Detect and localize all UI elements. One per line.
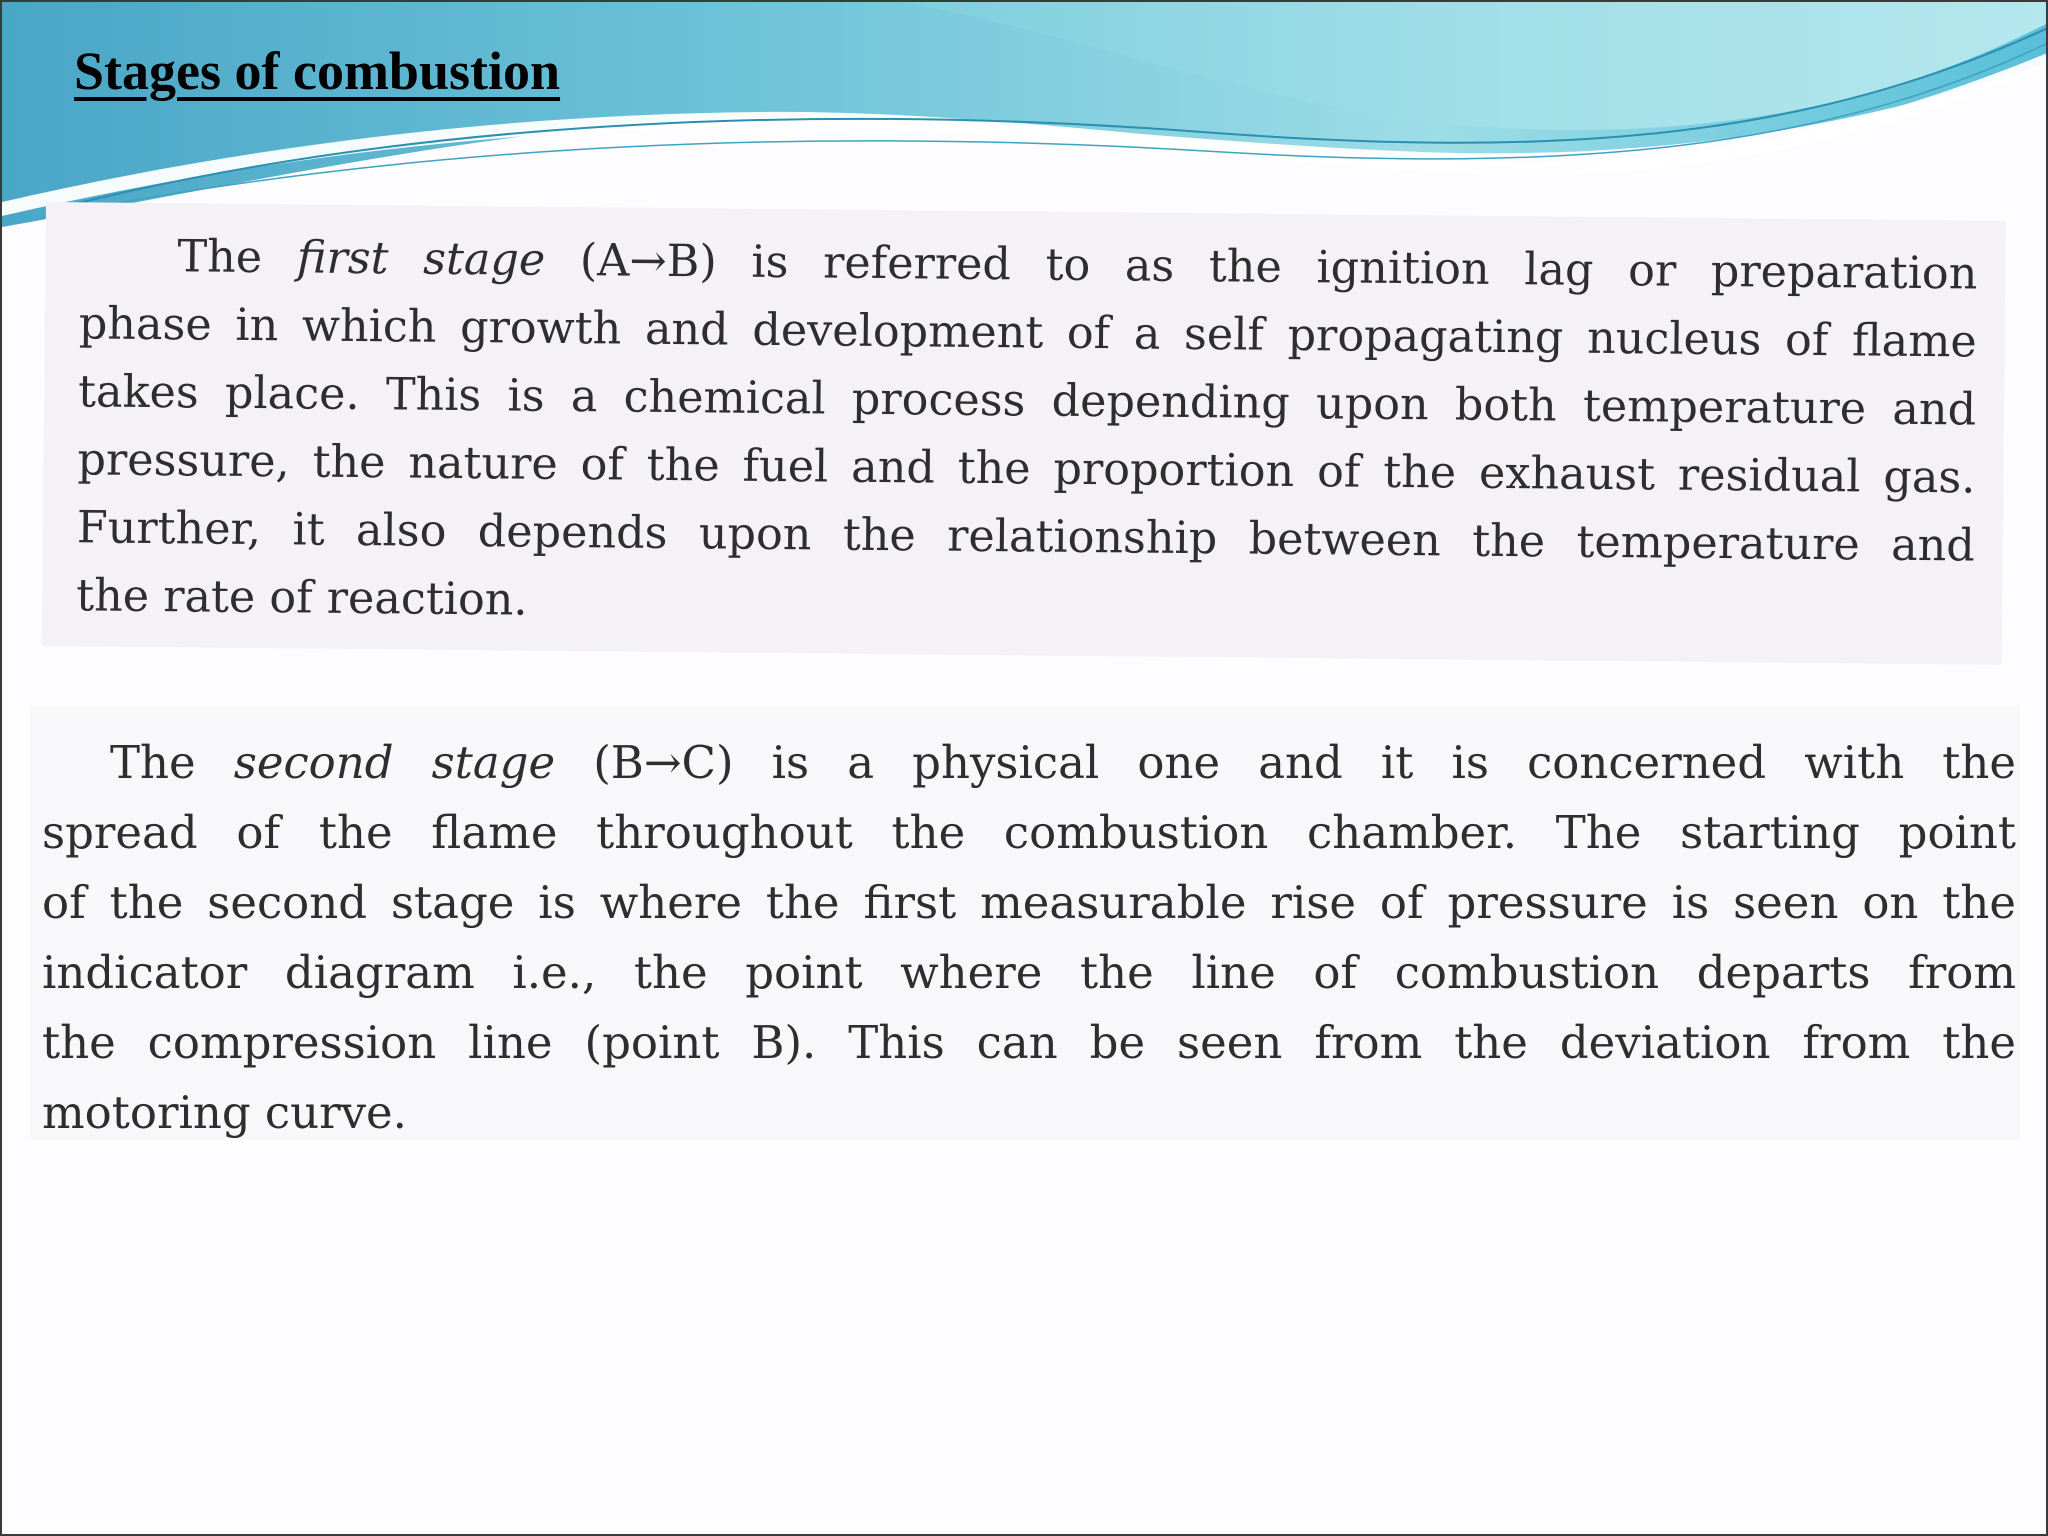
second-stage-line-1 bbox=[42, 728, 2016, 798]
first-stage-line-2: phase in which growth and development of a self propagating nucleus of flame bbox=[78, 298, 1977, 368]
first-stage-lead-word: The bbox=[177, 231, 263, 284]
second-stage-line-2: spread of the flame throughout the combustion chamber. The starting point bbox=[42, 806, 2016, 859]
first-stage-line-6: the rate of reaction. bbox=[75, 570, 528, 626]
second-stage-line-4: indicator diagram i.e., the point where the line of combustion departs from bbox=[42, 946, 2016, 999]
slide-title: Stages of combustion bbox=[74, 41, 561, 101]
first-stage-text: is referred to as the ignition lag or preparation bbox=[751, 236, 1978, 300]
first-stage-emphasis: first stage bbox=[296, 232, 546, 286]
first-stage-line-4: pressure, the nature of the fuel and the proportion of the exhaust residual gas. bbox=[77, 434, 1976, 504]
second-stage-lead-word: The bbox=[110, 736, 196, 789]
second-stage-emphasis: second stage bbox=[233, 736, 556, 789]
second-stage-line-5: the compression line (point B). This can be seen from the deviation from the bbox=[42, 1016, 2016, 1069]
second-stage-line-3: of the second stage is where the first measurable rise of pressure is seen on the bbox=[42, 876, 2016, 929]
first-stage-line-3: takes place. This is a chemical process depending upon both temperature and bbox=[77, 366, 1977, 436]
second-stage-notation: (B→C) bbox=[593, 736, 734, 789]
first-stage-notation: (A→B) bbox=[579, 235, 717, 288]
second-stage-text: is a physical one and it is concerned with the bbox=[771, 736, 2016, 789]
second-stage-paragraph bbox=[30, 706, 2020, 1140]
first-stage-paragraph bbox=[42, 202, 2006, 665]
second-stage-line-6: motoring curve. bbox=[42, 1086, 407, 1139]
first-stage-line-5: Further, it also depends upon the relationship between the temperature and bbox=[76, 502, 1976, 572]
